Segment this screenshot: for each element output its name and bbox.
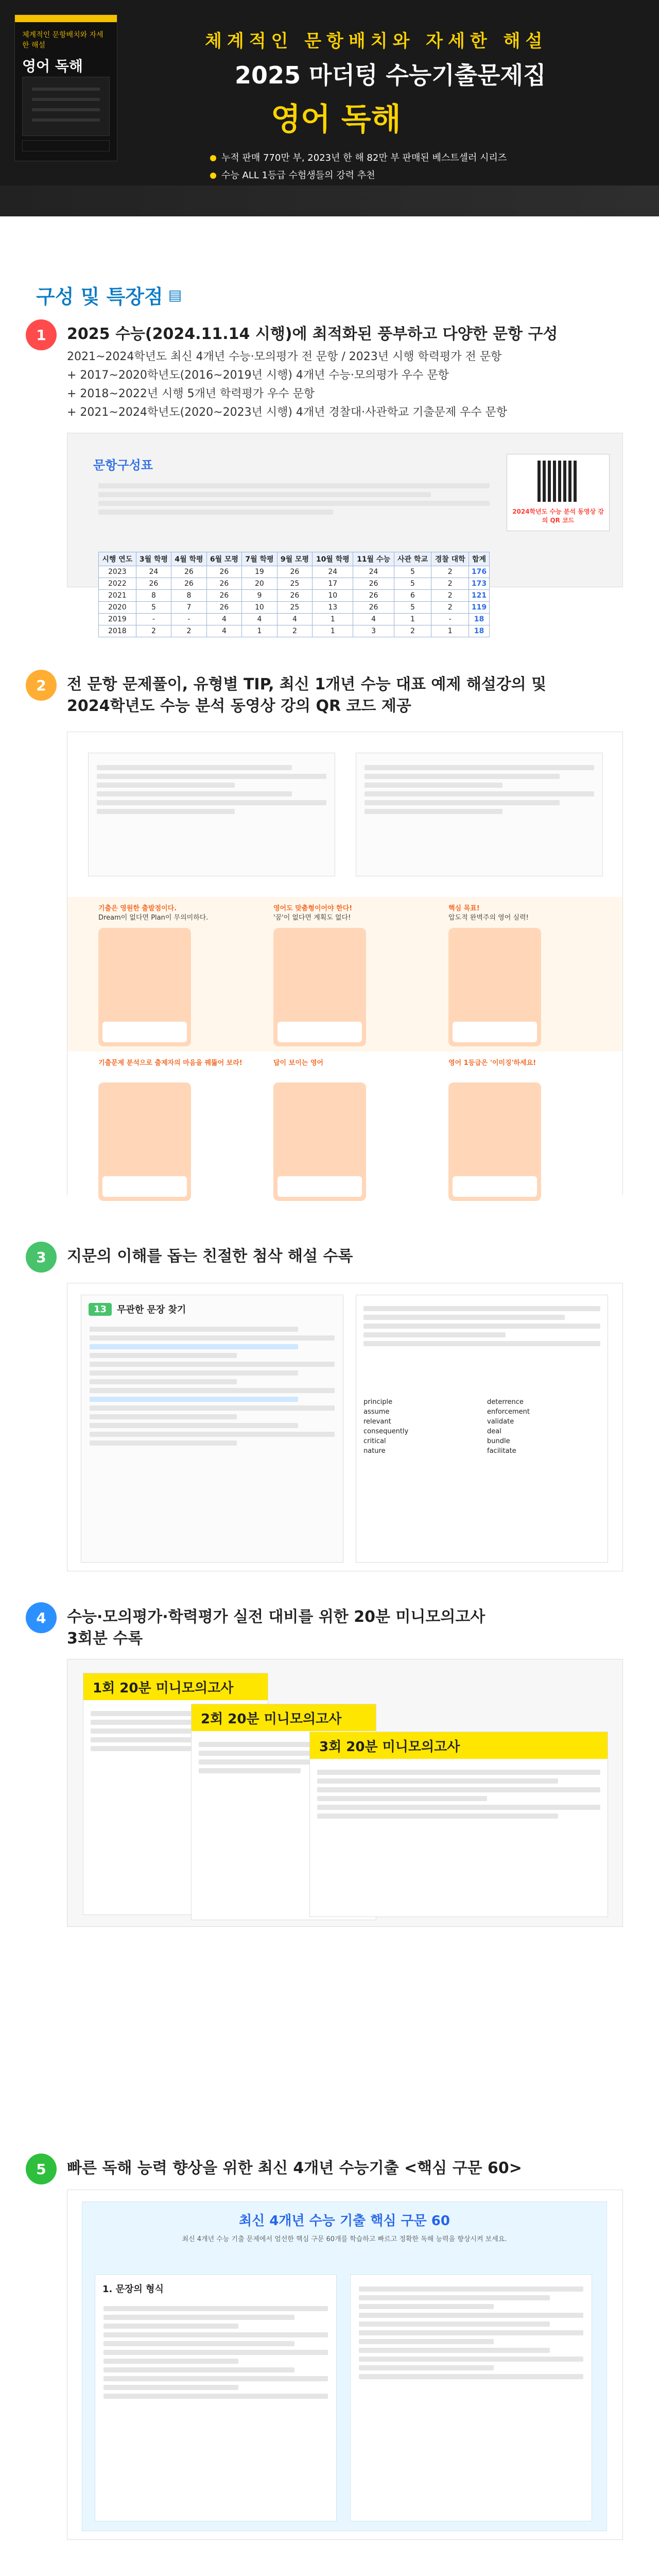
feature-4	[10, 1602, 649, 1927]
core-sentence-column-left: 1. 문장의 형식	[95, 2274, 337, 2521]
question-composition-title: 문항구성표	[93, 458, 153, 472]
feature-1-screenshot	[67, 433, 623, 635]
bullet-dot-icon	[210, 173, 216, 179]
qr-label: 2024학년도 수능 분석 동영상 강의 QR 코드	[512, 508, 604, 524]
mini-test-header: 1회 20분 미니모의고사	[83, 1673, 268, 1700]
feature-description: 2021~2024학년도 최신 4개년 수능·모의평가 전 문항 / 2023년 시행 학력평가 전 문항 + 2017~2020학년도(2016~2019년 시행) 4개년 수능·모의평가 우수 문항 + 2018~2022년 시행 5개년 학력평가 우수 문항 + 2021~2024학년도(2020~2023년 시행) 4개년 경찰대·사관학교 기출문제 우수 문항	[67, 350, 508, 419]
book-publisher-strip	[22, 140, 110, 151]
feature-title: 수능·모의평가·학력평가 실전 대비를 위한 20분 미니모의고사 3회분 수록	[67, 1608, 485, 1648]
bullet-dot-icon	[210, 155, 216, 161]
table-row: 2022 26 26 26 20 25 17 26 5 2 173	[99, 578, 490, 590]
feature-2	[10, 670, 649, 1211]
feature-title: 2025 수능(2024.11.14 시행)에 최적화된 풍부하고 다양한 문항 구성	[67, 325, 558, 343]
feature-number: 5	[26, 2154, 57, 2184]
book-plate-line	[32, 98, 100, 101]
hero-banner	[0, 0, 659, 216]
qr-code-icon[interactable]	[537, 461, 579, 502]
mini-test-header: 2회 20분 미니모의고사	[192, 1704, 376, 1731]
solution-page-right	[356, 753, 603, 876]
feature-3	[10, 1242, 649, 1577]
feature-title: 지문의 이해를 돕는 친절한 첨삭 해설 수록	[67, 1247, 353, 1265]
table-row: 2023 24 26 26 19 26 24 24 5 2 176	[99, 566, 490, 578]
book-plate	[22, 77, 110, 136]
hero-bullet: 누적 판매 770만 부, 2023년 한 해 82만 부 판매된 베스트셀러 시리즈	[210, 149, 507, 167]
feature-4-screenshot	[67, 1659, 623, 1927]
hero-tagline: 체계적인 문항배치와 자세한 해설	[205, 31, 548, 52]
book-ribbon	[15, 15, 117, 22]
hero-subject: 영어 독해	[271, 101, 401, 138]
lecturers-row-2: 기출문제 분석으로 출제자의 마음을 꿰뚫어 보라! 답이 보이는 영어 영어 1등급은 '이미징'하세요!	[67, 1052, 622, 1232]
explanation-panel	[356, 1295, 608, 1563]
lecturers-row-1: 기출은 영원한 출발점이다. Dream이 없다면 Plan이 무의미하다. 영어도 맞춤형이어야 한다! '꿈'이 없다면 계획도 없다! 핵심 목표! 압도적 완벽주의 영어 실력!	[67, 897, 622, 1077]
core-sentences-box	[82, 2201, 607, 2531]
question-panel: 13 무관한 문장 찾기	[81, 1295, 343, 1563]
feature-3-screenshot	[67, 1283, 623, 1571]
core-sentences-title: 최신 4개년 수능 기출 핵심 구문 60	[239, 2213, 450, 2229]
table-header-row: 시행 연도 3월 학평 4월 학평 6월 모평 7월 학평 9월 모평 10월 학평 11월 수능 사관 학교 경찰 대학 합계	[99, 552, 490, 566]
table-row: 2018 2 2 4 1 2 1 3 2 1 18	[99, 625, 490, 637]
core-sentence-column-right	[350, 2274, 592, 2521]
hero-title: 2025 마더텅 수능기출문제집	[235, 61, 546, 89]
hero-bullet: 수능 ALL 1등급 수험생들의 강력 추천	[210, 167, 507, 184]
lecturer-card	[98, 1082, 191, 1201]
table-row: 2019 - - 4 4 4 1 4 1 - 18	[99, 614, 490, 625]
feature-title: 전 문항 문제풀이, 유형별 TIP, 최신 1개년 수능 대표 예제 해설강의 및 2024학년도 수능 분석 동영상 강의 QR 코드 제공	[67, 675, 547, 715]
book-plate-line	[32, 108, 100, 111]
core-sentences-description: 최신 4개년 수능 기출 문제에서 엄선한 핵심 구문 60개를 학습하고 빠르고 정확한 독해 능력을 향상시켜 보세요.	[182, 2235, 507, 2243]
solution-page-left	[88, 753, 335, 876]
lecturer-card	[273, 928, 366, 1046]
lecturer-card	[273, 1082, 366, 1201]
section-title: 구성 및 특장점 ▤	[36, 285, 182, 308]
hero-bullets	[210, 149, 507, 184]
composition-table	[98, 552, 490, 637]
hero-bottom-banner	[0, 185, 659, 216]
feature-2-screenshot	[67, 732, 623, 1195]
table-row: 2020 5 7 26 10 25 13 26 5 2 119	[99, 602, 490, 614]
table-row: 2021 8 8 26 9 26 10 26 6 2 121	[99, 590, 490, 602]
feature-number: 4	[26, 1602, 57, 1633]
book-cover	[14, 14, 117, 161]
mini-test-header: 3회 20분 미니모의고사	[310, 1732, 608, 1759]
lecturer-card	[448, 928, 541, 1046]
feature-number: 2	[26, 670, 57, 701]
book-title: 영어 독해	[22, 58, 83, 75]
book-tagline: 체계적인 문항배치와 자세한 해설	[22, 31, 103, 49]
lecturer-card	[448, 1082, 541, 1201]
feature-5-screenshot	[67, 2190, 623, 2540]
book-plate-line	[32, 88, 100, 91]
book-plate-line	[32, 118, 100, 122]
qr-card	[507, 454, 610, 531]
feature-1	[10, 319, 649, 635]
feature-5	[10, 2154, 649, 2555]
bookmark-icon: ▤	[168, 286, 182, 303]
composition-description	[98, 480, 490, 518]
feature-number: 3	[26, 1242, 57, 1273]
mini-test-3	[309, 1732, 608, 1917]
feature-number: 1	[26, 319, 57, 350]
lecturer-card	[98, 928, 191, 1046]
feature-title: 빠른 독해 능력 향상을 위한 최신 4개년 수능기출 <핵심 구문 60>	[67, 2159, 522, 2177]
vocab-grid: principle deterrence assume enforcement relevant validate consequently deal critical bundle nature facilitate	[363, 1398, 530, 1455]
